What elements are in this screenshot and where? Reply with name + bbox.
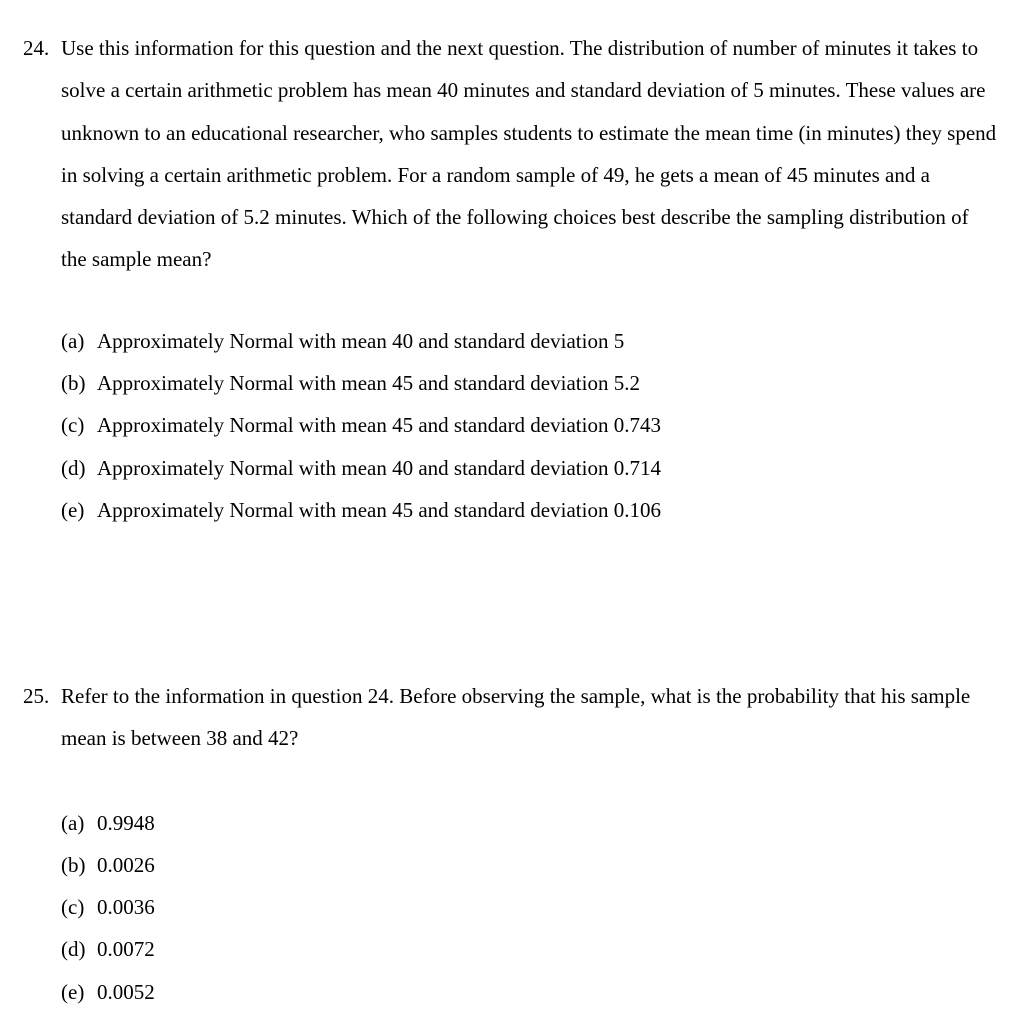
answer-option-a[interactable]	[61, 802, 998, 844]
question-number: 24.	[23, 36, 50, 60]
option-text: 0.0026	[97, 852, 155, 877]
option-letter: (a)	[61, 328, 85, 353]
question-stem	[23, 675, 998, 760]
question-25	[23, 675, 998, 1013]
answer-option-c[interactable]	[61, 886, 998, 928]
option-letter: (d)	[61, 937, 86, 962]
option-letter: (a)	[61, 810, 85, 835]
answer-option-d[interactable]	[61, 447, 998, 489]
question-stem	[23, 27, 998, 281]
option-text: Approximately Normal with mean 40 and standard deviation 0.714	[97, 455, 661, 480]
answer-option-e[interactable]	[61, 489, 998, 531]
question-text: Use this information for this question and the next question. The distribution of number of minutes it takes to solve a certain arithmetic problem has mean 40 minutes and standard deviation of 5 minutes. These values are unknown to an educational researcher, who samples students to estimate the mean time (in minutes) they spend in solving a certain arithmetic problem. For a random sample of 49, he gets a mean of 45 minutes and a standard deviation of 5.2 minutes. Which of the following choices best describe the sampling distribution of the sample mean?	[61, 36, 997, 272]
option-letter: (b)	[61, 371, 86, 396]
option-text: 0.9948	[97, 810, 155, 835]
option-text: Approximately Normal with mean 45 and standard deviation 0.743	[97, 413, 661, 438]
option-text: 0.0072	[97, 937, 155, 962]
answer-options	[23, 320, 998, 531]
answer-options	[23, 802, 998, 1013]
answer-option-a[interactable]	[61, 320, 998, 362]
option-text: 0.0036	[97, 895, 155, 920]
option-text: 0.0052	[97, 979, 155, 1004]
answer-option-c[interactable]	[61, 404, 998, 446]
option-letter: (c)	[61, 895, 85, 920]
option-letter: (d)	[61, 455, 86, 480]
option-text: Approximately Normal with mean 45 and standard deviation 5.2	[97, 371, 640, 396]
answer-option-e[interactable]	[61, 971, 998, 1013]
answer-option-b[interactable]	[61, 362, 998, 404]
question-number: 25.	[23, 684, 50, 708]
question-24	[23, 27, 998, 531]
question-text: Refer to the information in question 24. Before observing the sample, what is the probability that his sample mean is between 38 and 42?	[61, 684, 971, 751]
option-text: Approximately Normal with mean 45 and standard deviation 0.106	[97, 497, 661, 522]
option-letter: (e)	[61, 979, 85, 1004]
option-text: Approximately Normal with mean 40 and standard deviation 5	[97, 328, 625, 353]
answer-option-b[interactable]	[61, 844, 998, 886]
answer-option-d[interactable]	[61, 928, 998, 970]
option-letter: (e)	[61, 497, 85, 522]
option-letter: (b)	[61, 852, 86, 877]
option-letter: (c)	[61, 413, 85, 438]
